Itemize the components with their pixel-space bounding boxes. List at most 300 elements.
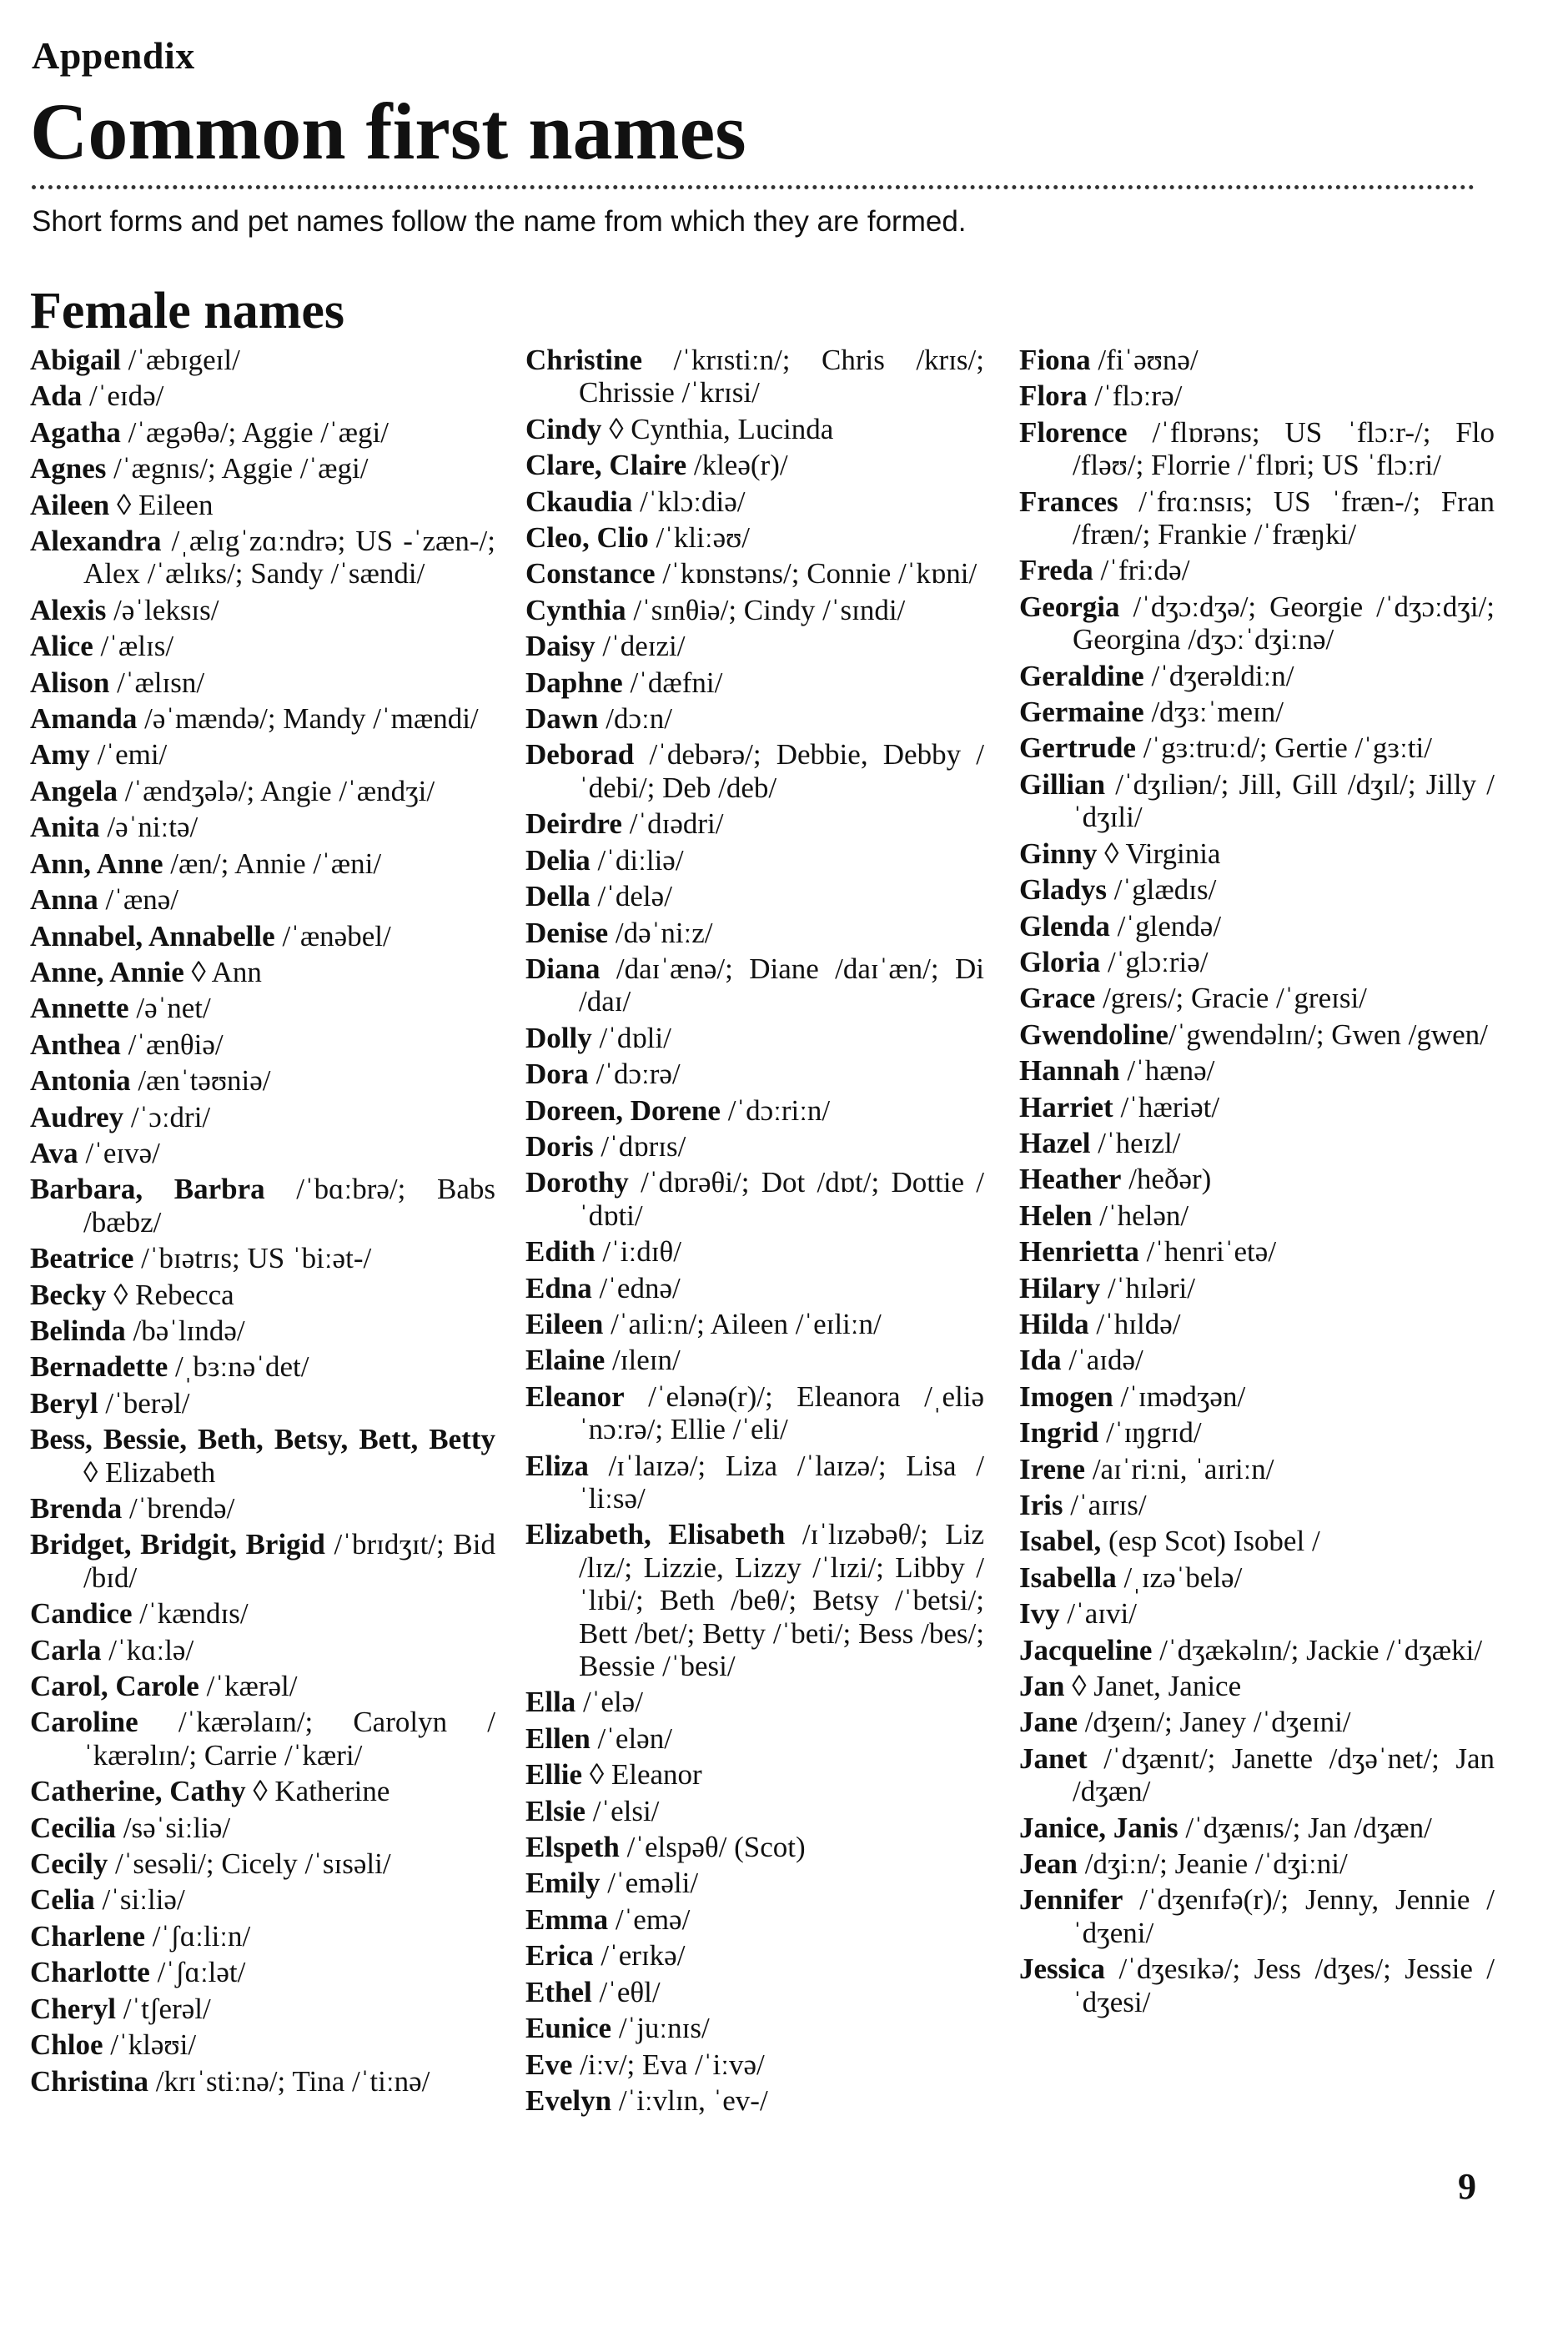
entry-pronunciation: /ˈdʒɪliən/; Jill, Gill /dʒɪl/; Jilly /ˈdʒɪli/ <box>1073 767 1495 834</box>
entry-headword: Cleo, Clio <box>525 521 649 555</box>
entry-pronunciation: (esp Scot) Isobel / <box>1101 1525 1320 1558</box>
entry-headword: Gloria <box>1019 945 1101 978</box>
entry-headword: Eunice <box>525 2012 612 2045</box>
entry-headword: Cindy <box>525 412 602 445</box>
entry-headword: Doris <box>525 1129 594 1163</box>
entry-pronunciation: /ˈkærəl/ <box>199 1670 298 1703</box>
name-entry <box>30 489 495 521</box>
entry-pronunciation: /ˈheɪzl/ <box>1090 1126 1181 1159</box>
entry-headword: Georgia <box>1019 590 1120 623</box>
entry-headword: Agnes <box>30 452 107 485</box>
entry-headword: Christine <box>525 344 642 376</box>
name-entry <box>1019 1812 1495 1844</box>
name-entry <box>30 956 495 988</box>
name-entry <box>525 1939 984 1972</box>
entry-pronunciation: /ˈænə/ <box>98 883 178 917</box>
entry-headword: Jennifer <box>1019 1883 1123 1917</box>
entry-pronunciation: /ˈglendə/ <box>1109 909 1222 942</box>
name-entry <box>525 1867 984 1899</box>
entry-pronunciation: /ˈdɒli/ <box>591 1021 671 1054</box>
entry-headword: Charlene <box>30 1919 146 1953</box>
name-entry <box>1019 1380 1495 1413</box>
entry-pronunciation: /ˈeɪdə/ <box>82 379 164 413</box>
entry-headword: Eve <box>525 2048 573 2081</box>
name-entry <box>525 1758 984 1791</box>
name-entry <box>30 1634 495 1666</box>
entry-headword: Janice, Janis <box>1019 1811 1179 1844</box>
entry-headword: Ida <box>1019 1344 1062 1377</box>
entry-pronunciation: /krɪˈstiːnə/; Tina /ˈtiːnə/ <box>148 2064 430 2098</box>
name-entry <box>525 2012 984 2044</box>
entry-headword: Emily <box>525 1867 601 1900</box>
name-entry <box>30 2028 495 2061</box>
entry-headword: Aileen <box>30 488 110 521</box>
names-column-3 <box>1019 344 1495 2022</box>
entry-pronunciation: /kleə(r)/ <box>686 449 788 482</box>
name-entry <box>1019 1235 1495 1268</box>
name-entry <box>1019 1847 1495 1880</box>
entry-pronunciation: /ˈdɔːrə/ <box>588 1058 681 1091</box>
name-entry <box>1019 1706 1495 1738</box>
entry-pronunciation: /ˈdʒɔːdʒə/; Georgie /ˈdʒɔːdʒi/; Georgina /dʒɔːˈdʒiːnə/ <box>1073 590 1495 656</box>
name-entry <box>1019 1561 1495 1594</box>
entry-pronunciation: /ˈfrɑːnsɪs; US ˈfræn-/; Fran /fræn/; Frankie /ˈfræŋki/ <box>1073 485 1495 551</box>
entry-pronunciation: /ˈaɪdə/ <box>1061 1344 1143 1377</box>
entry-headword: Annette <box>30 992 129 1025</box>
entry-headword: Bridget, Bridgit, Brigid <box>30 1528 325 1561</box>
name-entry <box>30 1920 495 1953</box>
name-entry <box>30 847 495 880</box>
dotted-divider <box>32 185 1475 189</box>
entry-pronunciation: /heðər) <box>1121 1163 1212 1196</box>
page-title: Common first names <box>30 87 746 176</box>
name-entry <box>1019 837 1495 870</box>
entry-pronunciation: /ˈhenriˈetə/ <box>1138 1235 1277 1269</box>
entry-headword: Ivy <box>1019 1597 1060 1631</box>
entry-pronunciation: /fiˈəʊnə/ <box>1090 344 1199 376</box>
entry-headword: Catherine, Cathy <box>30 1775 246 1808</box>
name-entry <box>525 844 984 877</box>
entry-pronunciation: /ˈænθiə/ <box>120 1028 224 1061</box>
entry-headword: Dolly <box>525 1021 592 1054</box>
entry-headword: Hilda <box>1019 1307 1089 1340</box>
name-entry <box>525 1831 984 1863</box>
name-entry <box>525 1022 984 1054</box>
entry-pronunciation: /ˈglædɪs/ <box>1107 873 1217 907</box>
name-entry <box>1019 1416 1495 1449</box>
entry-pronunciation: /ˌbɜːnəˈdet/ <box>168 1350 309 1384</box>
entry-headword: Charlotte <box>30 1956 150 1989</box>
entry-pronunciation: /ˈdiːliə/ <box>590 843 684 877</box>
entry-headword: Glenda <box>1019 909 1110 942</box>
entry-headword: Chloe <box>30 2028 103 2062</box>
entry-pronunciation: /dʒeɪn/; Janey /ˈdʒeɪni/ <box>1078 1706 1351 1739</box>
entry-pronunciation: ◊ Katherine <box>245 1775 390 1808</box>
name-entry <box>525 485 984 518</box>
entry-headword: Flora <box>1019 379 1088 413</box>
entry-pronunciation: /ˈdæfni/ <box>622 666 723 699</box>
entry-headword: Hilary <box>1019 1271 1101 1304</box>
entry-headword: Jane <box>1019 1706 1078 1739</box>
name-entry <box>30 1064 495 1097</box>
entry-headword: Jacqueline <box>1019 1633 1153 1666</box>
entry-pronunciation: /ˈbɪətrɪs; US ˈbiːət-/ <box>133 1242 372 1275</box>
entry-pronunciation: /ˈaɪvi/ <box>1059 1597 1137 1631</box>
name-entry <box>525 2084 984 2117</box>
name-entry <box>30 1028 495 1061</box>
entry-pronunciation: /ˈemi/ <box>89 738 168 771</box>
entry-headword: Amy <box>30 738 90 771</box>
entry-headword: Ethel <box>525 1975 592 2008</box>
name-entry <box>1019 1018 1495 1051</box>
name-entry <box>30 1812 495 1844</box>
entry-headword: Dawn <box>525 702 599 736</box>
name-entry <box>30 1350 495 1383</box>
name-entry <box>525 666 984 699</box>
entry-headword: Candice <box>30 1597 133 1631</box>
name-entry <box>1019 1670 1495 1702</box>
entry-pronunciation: /dəˈniːz/ <box>608 916 713 949</box>
entry-pronunciation: /ˈdʒækəlɪn/; Jackie /ˈdʒæki/ <box>1152 1633 1483 1666</box>
entry-pronunciation: /ˈɔːdri/ <box>123 1100 211 1133</box>
entry-headword: Della <box>525 880 591 913</box>
entry-headword: Edna <box>525 1271 592 1304</box>
entry-headword: Henrietta <box>1019 1235 1139 1269</box>
entry-headword: Daphne <box>525 666 623 699</box>
name-entry <box>30 920 495 952</box>
names-column-1 <box>30 344 495 2101</box>
entry-pronunciation: /greɪs/; Gracie /ˈgreɪsi/ <box>1095 982 1367 1015</box>
name-entry <box>525 1272 984 1304</box>
entry-headword: Celia <box>30 1883 95 1917</box>
entry-pronunciation: ◊ Rebecca <box>106 1278 234 1311</box>
entry-pronunciation: /əˈniːtə/ <box>99 811 199 844</box>
entry-pronunciation: /ˈelsi/ <box>585 1794 660 1827</box>
appendix-label: Appendix <box>32 34 195 77</box>
name-entry <box>1019 910 1495 942</box>
entry-pronunciation: /ˈhæriət/ <box>1113 1090 1220 1123</box>
entry-pronunciation: /ˈsiːliə/ <box>94 1883 185 1917</box>
name-entry <box>525 807 984 840</box>
entry-pronunciation: /ˈednə/ <box>591 1271 681 1304</box>
name-entry <box>30 1956 495 1988</box>
entry-pronunciation: /æn/; Annie /ˈæni/ <box>163 847 382 880</box>
name-entry <box>525 344 984 410</box>
name-entry <box>30 1492 495 1525</box>
entry-headword: Clare, Claire <box>525 449 687 482</box>
name-entry <box>525 2048 984 2081</box>
entry-pronunciation: /ˈælɪsn/ <box>109 666 205 699</box>
entry-pronunciation: /ˈdɒrəθi/; Dot /dɒt/; Dottie /ˈdɒti/ <box>579 1166 984 1232</box>
entry-headword: Cynthia <box>525 593 626 626</box>
name-entry <box>525 1130 984 1163</box>
entry-headword: Alice <box>30 630 93 663</box>
name-entry <box>525 557 984 590</box>
entry-headword: Erica <box>525 1939 594 1973</box>
entry-pronunciation: /ˈhænə/ <box>1119 1054 1215 1088</box>
entry-headword: Anthea <box>30 1028 121 1061</box>
entry-pronunciation: /ˈeməli/ <box>600 1867 699 1900</box>
name-entry <box>1019 1344 1495 1376</box>
name-entry <box>30 1993 495 2025</box>
name-entry <box>30 416 495 449</box>
entry-headword: Iris <box>1019 1489 1063 1521</box>
entry-headword: Delia <box>525 843 591 877</box>
entry-headword: Ckaudia <box>525 485 633 518</box>
name-entry <box>525 917 984 949</box>
name-entry <box>30 1387 495 1420</box>
name-entry <box>30 379 495 412</box>
entry-pronunciation: /ˈelən/ <box>590 1721 672 1755</box>
name-entry <box>1019 1634 1495 1666</box>
entry-headword: Deirdre <box>525 807 622 841</box>
entry-pronunciation: /ˈsesəli/; Cicely /ˈsɪsəli/ <box>108 1847 391 1881</box>
name-entry <box>1019 554 1495 586</box>
entry-pronunciation: /ˈerɪkə/ <box>593 1939 686 1973</box>
name-entry <box>1019 416 1495 482</box>
name-entry <box>525 880 984 912</box>
name-entry <box>30 775 495 807</box>
entry-headword: Beryl <box>30 1386 98 1420</box>
entry-headword: Ann, Anne <box>30 847 163 880</box>
entry-pronunciation: /ˈgwendəlɪn/; Gwen /gwen/ <box>1168 1018 1488 1051</box>
entry-pronunciation: /ˈdʒænɪs/; Jan /dʒæn/ <box>1178 1811 1432 1844</box>
entry-headword: Carla <box>30 1633 102 1666</box>
name-entry <box>525 413 984 445</box>
name-entry <box>30 344 495 376</box>
entry-headword: Cheryl <box>30 1992 117 2025</box>
name-entry <box>30 1706 495 1772</box>
entry-headword: Caroline <box>30 1706 138 1739</box>
name-entry <box>1019 1199 1495 1232</box>
entry-pronunciation: /ˈkliːəʊ/ <box>648 521 751 555</box>
entry-pronunciation: /ˈdebərə/; Debbie, Debby /ˈdebi/; Deb /deb/ <box>579 738 984 804</box>
entry-headword: Emma <box>525 1902 609 1936</box>
entry-pronunciation: ◊ Cynthia, Lucinda <box>601 412 834 445</box>
entry-headword: Imogen <box>1019 1380 1113 1413</box>
entry-headword: Bess, Bessie, Beth, Betsy, Bett, Betty <box>30 1423 495 1456</box>
name-entry <box>1019 696 1495 728</box>
entry-pronunciation: /ˈkɑːlə/ <box>101 1633 194 1666</box>
entry-headword: Diana <box>525 952 601 985</box>
entry-pronunciation: /ˈelspəθ/ (Scot) <box>619 1831 806 1864</box>
name-entry <box>1019 946 1495 978</box>
entry-headword: Elsie <box>525 1794 585 1827</box>
entry-pronunciation: /əˈleksɪs/ <box>106 593 219 626</box>
name-entry <box>1019 485 1495 551</box>
entry-headword: Daisy <box>525 630 596 663</box>
entry-headword: Grace <box>1019 982 1096 1015</box>
entry-headword: Edith <box>525 1235 596 1269</box>
entry-headword: Dorothy <box>525 1166 629 1199</box>
entry-pronunciation: /ˈʃɑːlət/ <box>149 1956 246 1989</box>
name-entry <box>30 1775 495 1807</box>
name-entry <box>30 1242 495 1274</box>
entry-headword: Harriet <box>1019 1090 1113 1123</box>
entry-pronunciation: ◊ Eileen <box>109 488 214 521</box>
entry-headword: Abigail <box>30 344 121 376</box>
entry-headword: Gwendoline <box>1019 1018 1168 1051</box>
name-entry <box>1019 768 1495 834</box>
entry-pronunciation: /ˈɪŋgrɪd/ <box>1098 1416 1202 1450</box>
entry-headword: Ellie <box>525 1758 583 1792</box>
entry-pronunciation: /əˈnet/ <box>128 992 211 1025</box>
entry-pronunciation: /ˈbrendə/ <box>122 1492 235 1525</box>
name-entry <box>525 1058 984 1090</box>
entry-headword: Alison <box>30 666 110 699</box>
name-entry <box>525 521 984 554</box>
entry-pronunciation: ◊ Eleanor <box>582 1758 702 1792</box>
entry-pronunciation: /ˈelə/ <box>575 1686 643 1719</box>
name-entry <box>1019 1489 1495 1521</box>
entry-pronunciation: /ˈdʒænɪt/; Janette /dʒəˈnet/; Jan /dʒæn/ <box>1073 1741 1495 1808</box>
entry-headword: Freda <box>1019 554 1093 587</box>
entry-headword: Janet <box>1019 1741 1088 1775</box>
name-entry <box>1019 1272 1495 1304</box>
name-entry <box>1019 1453 1495 1485</box>
name-entry <box>1019 1525 1495 1557</box>
entry-pronunciation: /ˈklɔːdiə/ <box>632 485 746 518</box>
name-entry <box>1019 1883 1495 1949</box>
entry-headword: Elspeth <box>525 1831 620 1864</box>
entry-pronunciation: /ɪˈlɪzəbəθ/; Liz /lɪz/; Lizzie, Lizzy /ˈlɪzi/; Libby /ˈlɪbi/; Beth /beθ/; Betsy /ˈbetsi/; Bett /bet/; Betty /ˈbeti/; Bess /bes/; Bessie /ˈbesi/ <box>579 1518 985 1683</box>
entry-headword: Gertrude <box>1019 731 1136 765</box>
entry-headword: Ginny <box>1019 837 1098 870</box>
entry-pronunciation: /ˈændʒələ/; Angie /ˈændʒi/ <box>118 774 435 807</box>
entry-pronunciation: /ˈsɪnθiə/; Cindy /ˈsɪndi/ <box>626 593 906 626</box>
entry-headword: Irene <box>1019 1452 1086 1485</box>
entry-pronunciation: /ˈdɔːriːn/ <box>720 1093 831 1127</box>
entry-pronunciation: /ˈiːdɪθ/ <box>595 1235 681 1269</box>
entry-pronunciation: /ˈeθl/ <box>591 1975 661 2008</box>
name-entry <box>30 1173 495 1239</box>
name-entry <box>1019 1742 1495 1808</box>
entry-headword: Anne, Annie <box>30 955 184 988</box>
names-column-2 <box>525 344 984 2120</box>
entry-headword: Jessica <box>1019 1953 1106 1986</box>
name-entry <box>525 1976 984 2008</box>
name-entry <box>525 1450 984 1515</box>
entry-pronunciation: /ˈaɪliːn/; Aileen /ˈeɪliːn/ <box>603 1307 882 1340</box>
name-entry <box>525 1308 984 1340</box>
entry-pronunciation: /ˈdɪədri/ <box>621 807 724 841</box>
entry-headword: Eileen <box>525 1307 604 1340</box>
entry-pronunciation: /ˈkærəlaɪn/; Carolyn /ˈkærəlɪn/; Carrie /ˈkæri/ <box>83 1706 495 1772</box>
name-entry <box>525 1518 984 1682</box>
name-entry <box>525 1344 984 1376</box>
name-entry <box>1019 1597 1495 1630</box>
entry-headword: Constance <box>525 557 656 591</box>
entry-headword: Germaine <box>1019 696 1144 729</box>
name-entry <box>30 738 495 771</box>
name-entry <box>30 2065 495 2098</box>
entry-pronunciation: /ˈberəl/ <box>98 1386 190 1420</box>
entry-pronunciation: /ˈdʒesɪkə/; Jess /dʒes/; Jessie /ˈdʒesi/ <box>1073 1953 1495 2018</box>
name-entry <box>30 811 495 843</box>
name-entry <box>1019 344 1495 376</box>
entry-pronunciation: /ˌælɪgˈzɑːndrə; US -ˈzæn-/; Alex /ˈælɪks/; Sandy /ˈsændi/ <box>83 525 495 591</box>
name-entry <box>525 1795 984 1827</box>
name-entry <box>1019 731 1495 764</box>
name-entry <box>1019 660 1495 692</box>
name-entry <box>525 630 984 662</box>
name-entry <box>525 1166 984 1232</box>
name-entry <box>30 1137 495 1169</box>
entry-headword: Gillian <box>1019 767 1106 801</box>
entry-pronunciation: /daɪˈænə/; Diane /daɪˈæn/; Di /daɪ/ <box>579 952 984 1018</box>
entry-pronunciation: /ˈænəbel/ <box>274 919 391 952</box>
entry-pronunciation: /ˈkændɪs/ <box>132 1597 249 1631</box>
entry-headword: Fiona <box>1019 344 1091 376</box>
entry-pronunciation: ◊ Elizabeth <box>83 1455 216 1489</box>
name-entry <box>525 449 984 481</box>
name-entry <box>1019 982 1495 1014</box>
entry-pronunciation: /ˈflɒrəns; US ˈflɔːr-/; Flo /fləʊ/; Florrie /ˈflɒri; US ˈflɔːri/ <box>1073 415 1495 482</box>
name-entry <box>1019 1127 1495 1159</box>
section-title: Female names <box>30 283 345 339</box>
name-entry <box>30 1314 495 1347</box>
name-entry <box>30 1847 495 1880</box>
entry-pronunciation: /dɔːn/ <box>598 702 672 736</box>
entry-headword: Antonia <box>30 1064 131 1098</box>
name-entry <box>30 666 495 699</box>
entry-headword: Hannah <box>1019 1054 1120 1088</box>
entry-headword: Anna <box>30 883 98 917</box>
name-entry <box>1019 1163 1495 1195</box>
name-entry <box>30 1883 495 1916</box>
name-entry <box>30 883 495 916</box>
entry-headword: Ada <box>30 379 83 413</box>
entry-pronunciation: ◊ Janet, Janice <box>1064 1670 1242 1703</box>
name-entry <box>525 1903 984 1936</box>
entry-pronunciation: /ˈhɪldə/ <box>1088 1307 1181 1340</box>
entry-pronunciation: /ˈkrɪstiːn/; Chris /krɪs/; Chrissie /ˈkrɪsi/ <box>579 344 984 410</box>
name-entry <box>525 1686 984 1718</box>
entry-headword: Gladys <box>1019 873 1108 907</box>
name-entry <box>30 630 495 662</box>
name-entry <box>30 1279 495 1311</box>
entry-headword: Ellen <box>525 1721 591 1755</box>
entry-headword: Audrey <box>30 1100 124 1133</box>
entry-pronunciation: /ˈemə/ <box>608 1902 691 1936</box>
entry-headword: Bernadette <box>30 1350 168 1384</box>
entry-pronunciation: /ˈflɔːrə/ <box>1087 379 1183 413</box>
entry-pronunciation: /səˈsiːliə/ <box>116 1811 231 1844</box>
entry-headword: Jean <box>1019 1847 1078 1881</box>
intro-text: Short forms and pet names follow the name from which they are formed. <box>32 205 967 238</box>
entry-headword: Geraldine <box>1019 659 1144 692</box>
entry-headword: Angela <box>30 774 118 807</box>
name-entry <box>30 1670 495 1702</box>
entry-pronunciation: /əˈmændə/; Mandy /ˈmændi/ <box>137 702 479 736</box>
entry-headword: Isabel, <box>1019 1525 1102 1558</box>
entry-headword: Carol, Carole <box>30 1670 199 1703</box>
name-entry <box>1019 1953 1495 2018</box>
entry-pronunciation: /ˈælɪs/ <box>93 630 174 663</box>
entry-headword: Florence <box>1019 415 1128 449</box>
entry-pronunciation: /ˈelənə(r)/; Eleanora /ˌeliəˈnɔːrə/; Ellie /ˈeli/ <box>579 1380 984 1446</box>
entry-pronunciation: /ˈdɒrɪs/ <box>593 1129 686 1163</box>
entry-pronunciation: /ˈkləʊi/ <box>103 2028 197 2062</box>
entry-pronunciation: /ˈægəθə/; Aggie /ˈægi/ <box>120 415 389 449</box>
entry-pronunciation: /ˌɪzəˈbelə/ <box>1116 1561 1243 1594</box>
entry-headword: Helen <box>1019 1199 1093 1232</box>
entry-headword: Ella <box>525 1686 576 1719</box>
entry-headword: Ingrid <box>1019 1416 1099 1450</box>
name-entry <box>30 1597 495 1630</box>
entry-pronunciation: /iːv/; Eva /ˈiːvə/ <box>572 2048 765 2081</box>
entry-pronunciation: /ˈfriːdə/ <box>1093 554 1190 587</box>
